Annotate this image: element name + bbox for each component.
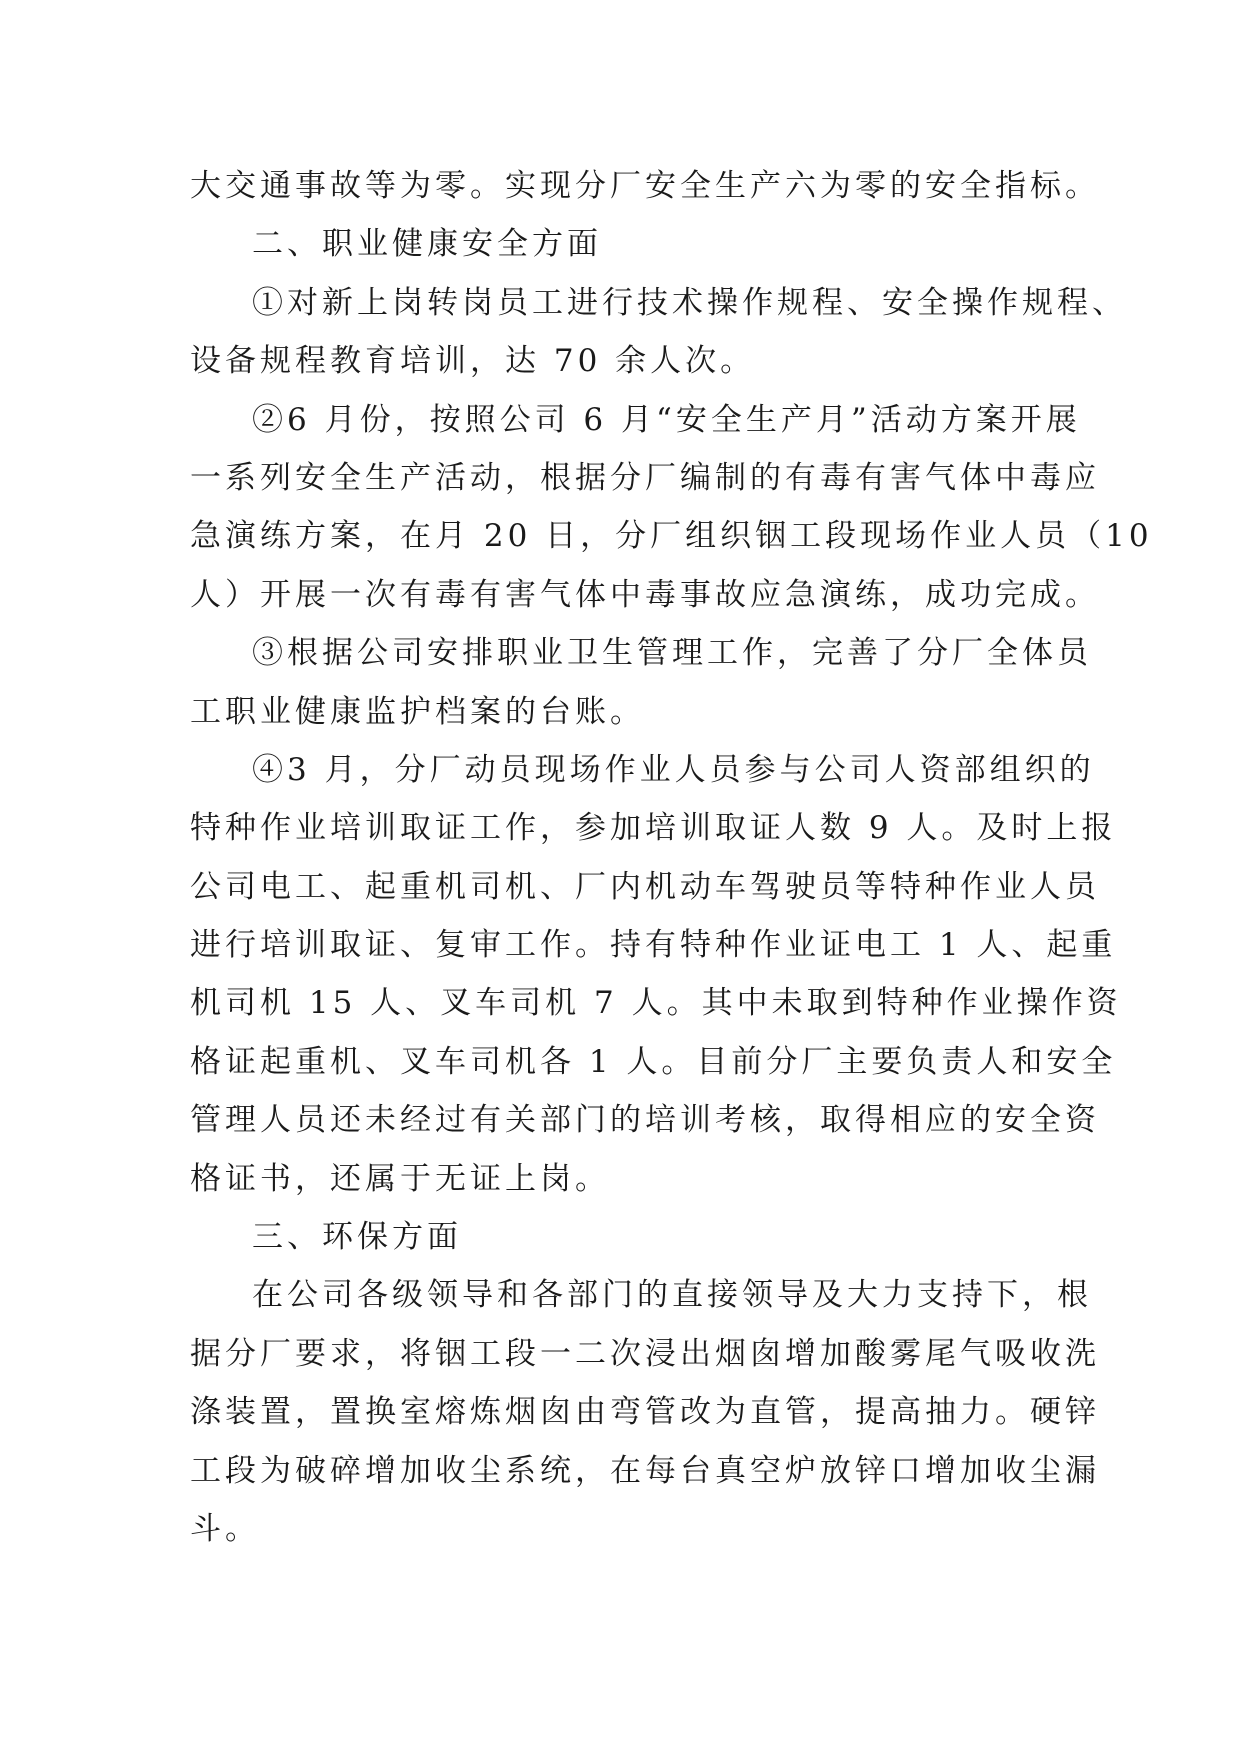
text-line: 在公司各级领导和各部门的直接领导及大力支持下，根 [252, 1277, 1092, 1314]
text-line: 设备规程教育培训，达 70 余人次。 [190, 343, 756, 380]
text-line: 工段为破碎增加收尘系统，在每台真空炉放锌口增加收尘漏 [190, 1452, 1100, 1489]
text-line: 特种作业培训取证工作，参加培训取证人数 9 人。及时上报 [190, 810, 1117, 847]
text-line: 据分厂要求，将铟工段一二次浸出烟囱增加酸雾尾气吸收洗 [190, 1335, 1100, 1372]
text-line: ①对新上岗转岗员工进行技术操作规程、安全操作规程、 [252, 284, 1127, 321]
text-line: 大交通事故等为零。实现分厂安全生产六为零的安全指标。 [190, 168, 1100, 204]
text-line: 机司机 15 人、叉车司机 7 人。其中未取到特种作业操作资 [190, 985, 1122, 1022]
section-heading-occupational-health: 二、职业健康安全方面 [252, 226, 602, 263]
text-line: 斗。 [190, 1510, 260, 1547]
text-line: 公司电工、起重机司机、厂内机动车驾驶员等特种作业人员 [190, 868, 1100, 905]
text-line: 急演练方案，在月 20 日，分厂组织铟工段现场作业人员（10 [190, 518, 1153, 555]
document-body [190, 157, 1153, 1558]
text-line: 格证起重机、叉车司机各 1 人。目前分厂主要负责人和安全 [190, 1043, 1117, 1080]
section-heading-environmental: 三、环保方面 [252, 1219, 462, 1256]
text-line: ②6 月份，按照公司 6 月“安全生产月”活动方案开展 [252, 401, 1081, 438]
text-line: 涤装置，置换室熔炼烟囱由弯管改为直管，提高抽力。硬锌 [190, 1394, 1100, 1431]
text-line: 格证书，还属于无证上岗。 [190, 1160, 610, 1197]
text-line: 一系列安全生产活动，根据分厂编制的有毒有害气体中毒应 [190, 459, 1100, 496]
text-line: 进行培训取证、复审工作。持有特种作业证电工 1 人、起重 [190, 927, 1117, 964]
text-line: 工职业健康监护档案的台账。 [190, 693, 645, 730]
text-line: ③根据公司安排职业卫生管理工作，完善了分厂全体员 [252, 635, 1092, 672]
text-line: 人）开展一次有毒有害气体中毒事故应急演练，成功完成。 [190, 576, 1100, 613]
text-line: 管理人员还未经过有关部门的培训考核，取得相应的安全资 [190, 1102, 1100, 1139]
text-line: ④3 月，分厂动员现场作业人员参与公司人资部组织的 [252, 751, 1095, 788]
